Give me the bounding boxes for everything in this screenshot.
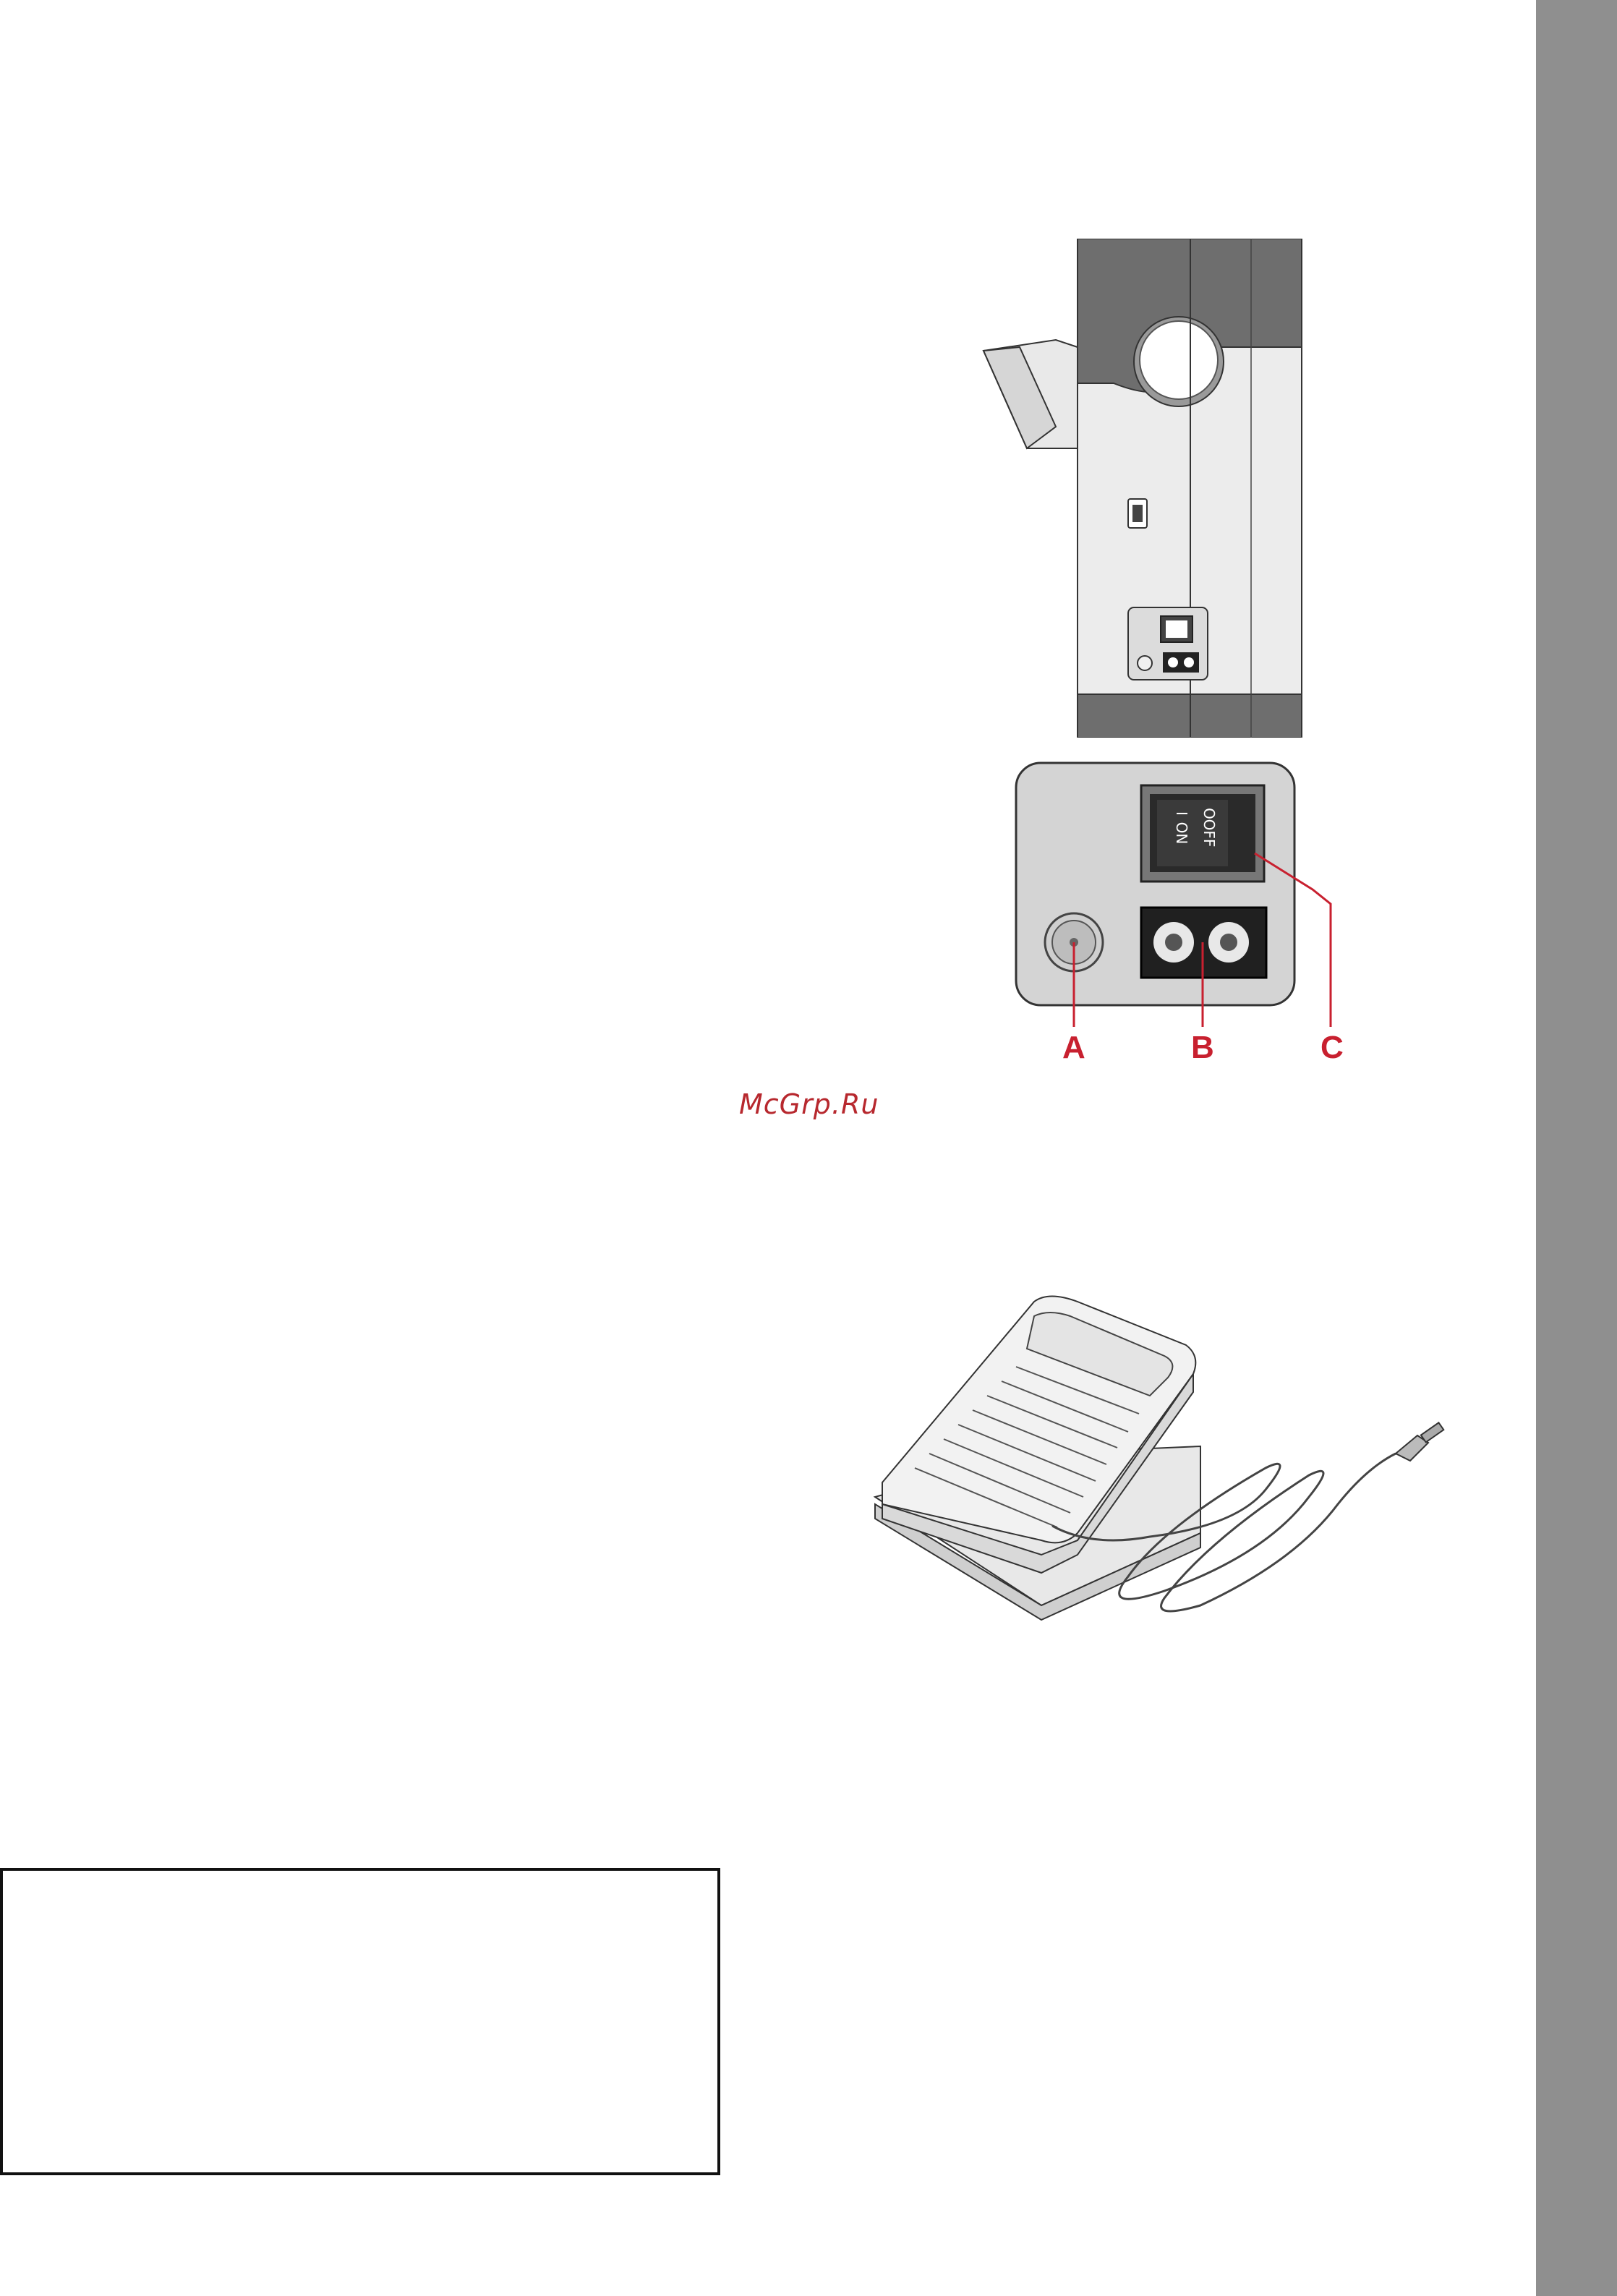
chapter-tab-bar [1536,0,1617,2296]
power-panel-illustration [1009,759,1370,1070]
note-box [0,1868,720,2175]
switch-off-label: OFF [1200,819,1218,848]
switch-off-symbol: O [1200,808,1218,819]
callout-label-a: A [1062,1030,1085,1065]
callout-label-b: B [1191,1030,1214,1065]
callout-label-c: C [1321,1030,1344,1065]
switch-on-symbol: I [1173,811,1190,816]
watermark-text: McGrp.Ru [739,1088,879,1120]
switch-on-label: ON [1173,821,1190,845]
foot-control-illustration [861,1287,1468,1649]
sewing-machine-side-illustration [976,239,1309,738]
